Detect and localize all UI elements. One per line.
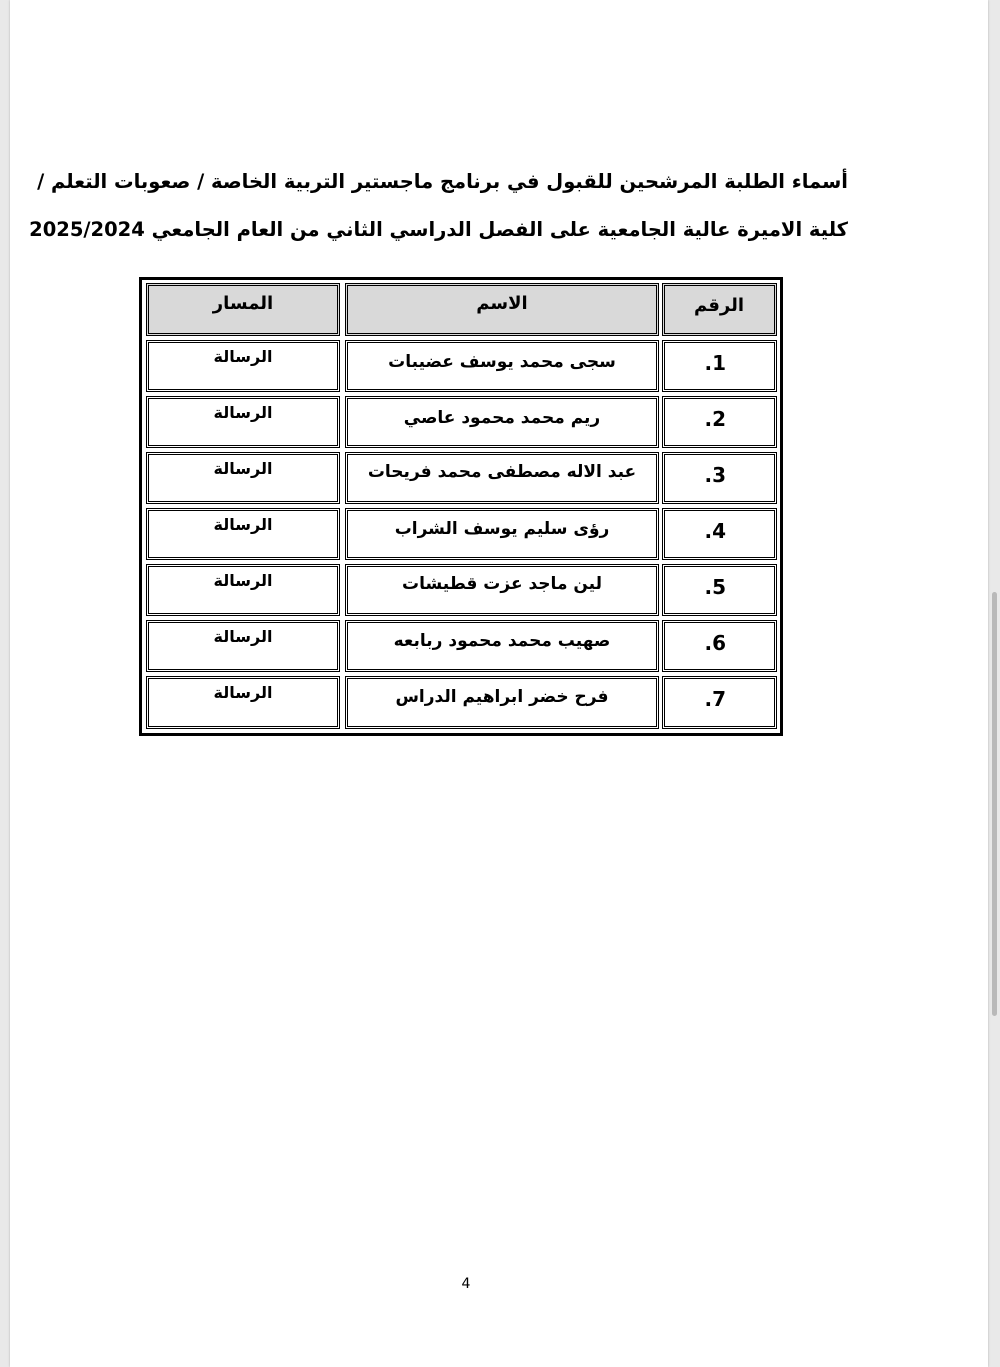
track: الرسالة: [213, 627, 273, 646]
header-name-label: الاسم: [476, 293, 528, 314]
student-name: ريم محمد محمود عاصي: [403, 408, 601, 428]
header-number-label: الرقم: [693, 295, 744, 316]
table-row-3-path: [146, 452, 340, 504]
row-number: 2.: [704, 407, 726, 431]
row-number: 1.: [704, 351, 726, 375]
header-path: [146, 283, 340, 336]
student-name: فرح خضر ابراهيم الدراس: [395, 687, 609, 707]
table-row-6-name: [345, 620, 659, 672]
table-row-1-name: [345, 340, 659, 392]
table-row-6-path: [146, 620, 340, 672]
track: الرسالة: [213, 459, 273, 478]
table-row-6-number: [662, 620, 777, 672]
document-title-line-1: أسماء الطلبة المرشحين للقبول في برنامج ماجستير التربية الخاصة / صعوبات التعلم /: [37, 170, 848, 193]
student-name: سجى محمد يوسف عضيبات: [388, 352, 616, 372]
track: الرسالة: [213, 683, 273, 702]
table-row-1-path: [146, 340, 340, 392]
student-name: صهيب محمد محمود ربابعه: [393, 631, 611, 651]
table-row-2-path: [146, 396, 340, 448]
table-row-4-name: [345, 508, 659, 560]
track: الرسالة: [213, 347, 273, 366]
row-number: 6.: [704, 631, 726, 655]
table-row-4-path: [146, 508, 340, 560]
row-number: 4.: [704, 519, 726, 543]
student-name: رؤى سليم يوسف الشراب: [394, 519, 610, 539]
student-name: لين ماجد عزت قطيشات: [401, 574, 603, 594]
table-row-3-number: [662, 452, 777, 504]
table-row-5-path: [146, 564, 340, 616]
table-row-2-name: [345, 396, 659, 448]
table-row-7-path: [146, 676, 340, 729]
table-row-1-number: [662, 340, 777, 392]
table-row-3-name: [345, 452, 659, 504]
student-name: عبد الاله مصطفى محمد فريحات: [367, 462, 637, 482]
row-number: 3.: [704, 463, 726, 487]
row-number: 7.: [704, 687, 726, 711]
scrollbar[interactable]: [992, 592, 997, 1016]
row-number: 5.: [704, 575, 726, 599]
document-title-line-2: كلية الاميرة عالية الجامعية على الفصل الدراسي الثاني من العام الجامعي 2025/2024: [29, 218, 848, 241]
table-row-2-number: [662, 396, 777, 448]
header-path-label: المسار: [212, 293, 274, 314]
track: الرسالة: [213, 571, 273, 590]
page-number: 4: [461, 1276, 471, 1292]
table-row-7-name: [345, 676, 659, 729]
table-row-4-number: [662, 508, 777, 560]
header-name: [345, 283, 659, 336]
table-row-5-number: [662, 564, 777, 616]
header-number: [662, 283, 777, 336]
table-row-7-number: [662, 676, 777, 729]
table-row-5-name: [345, 564, 659, 616]
track: الرسالة: [213, 515, 273, 534]
track: الرسالة: [213, 403, 273, 422]
